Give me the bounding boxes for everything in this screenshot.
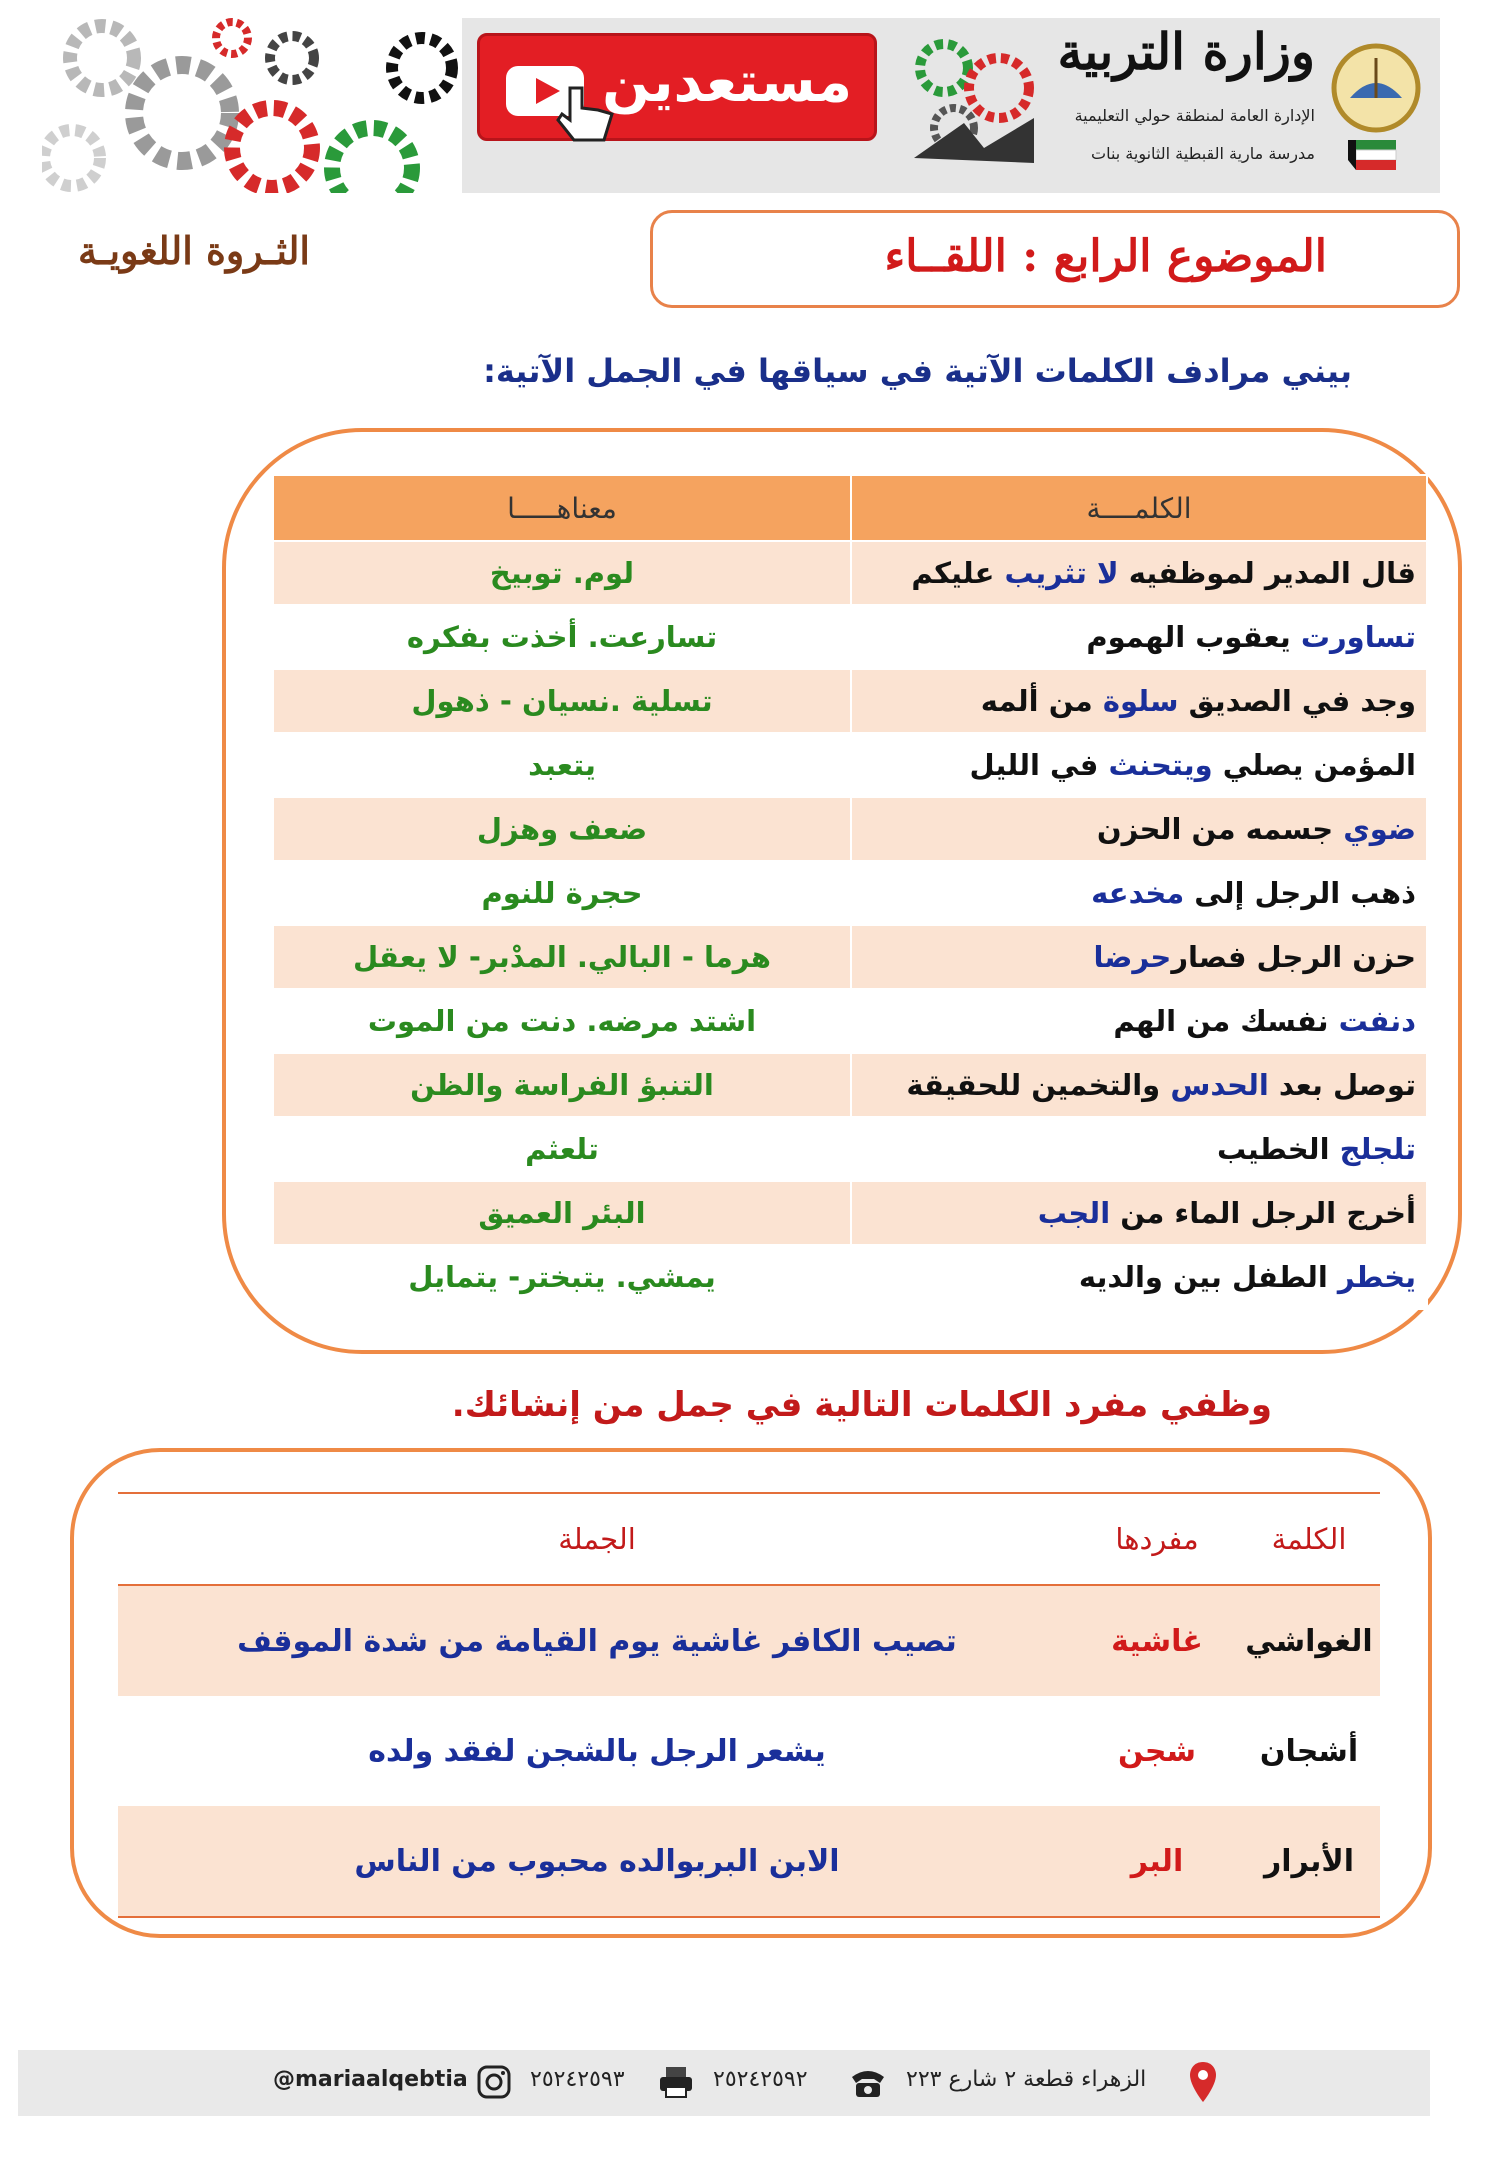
sentence-pre: حزن الرجل فصار [1171, 940, 1416, 974]
instagram-handle[interactable]: @mariaalqebtia [273, 2067, 468, 2092]
usage-table [118, 1492, 1380, 1918]
address-text: الزهراء قطعة ٢ شارع ٢٢٣ [906, 2067, 1147, 2092]
instruction-usage: وظفي مفرد الكلمات التالية في جمل من إنشائك. [451, 1385, 1272, 1425]
sentence-post: والتخمين للحقيقة [906, 1068, 1171, 1102]
sentence-post: جسمه من الحزن [1096, 812, 1344, 846]
sentence-pre: ذهب الرجل إلى [1184, 876, 1416, 910]
keyword: لا تثريب [1004, 556, 1119, 590]
keyword: ضوي [1343, 812, 1416, 846]
table-row [273, 541, 1427, 605]
sentence-cell [851, 1181, 1427, 1245]
meaning-cell: يتعبد [273, 733, 851, 797]
table-row [118, 1806, 1380, 1917]
meaning-cell: تسارعت. أخذت بفكره [273, 605, 851, 669]
ministry-title: وزارة التربية [1057, 22, 1315, 81]
table-row [273, 669, 1427, 733]
section-label: الثـروة اللغويـة [78, 228, 310, 273]
meaning-cell: اشتد مرضه. دنت من الموت [273, 989, 851, 1053]
table-header-row [273, 475, 1427, 541]
sentence-cell [851, 1053, 1427, 1117]
table-row [118, 1585, 1380, 1696]
location-pin-icon [1188, 2060, 1218, 2104]
keyword: ويتحنث [1108, 748, 1213, 782]
column-header-singular: مفردها [1076, 1493, 1238, 1585]
sentence-cell [851, 925, 1427, 989]
meaning-cell: تلعثم [273, 1117, 851, 1181]
sentence-post: الطفل بين والديه [1078, 1260, 1338, 1294]
meaning-cell: تسلية .نسيان - ذهول [273, 669, 851, 733]
table-row [118, 1696, 1380, 1806]
table-row [273, 1245, 1427, 1309]
phone-icon [848, 2065, 888, 2099]
sentence-cell: يشعر الرجل بالشجن لفقد ولده [368, 1733, 826, 1769]
sentence-post: يعقوب الهموم [1086, 620, 1301, 654]
header-banner [42, 18, 1440, 193]
admin-line: الإدارة العامة لمنطقة حولي التعليمية [1074, 106, 1315, 125]
table-row [273, 1053, 1427, 1117]
column-header-word: الكلمــــة [851, 475, 1427, 541]
plural-word-cell: الأبرار [1238, 1806, 1380, 1917]
meaning-cell: ضعف وهزل [273, 797, 851, 861]
meaning-cell: لوم. توبيخ [273, 541, 851, 605]
plural-word-cell: أشجان [1259, 1733, 1359, 1769]
fax-icon [658, 2065, 694, 2099]
singular-cell: غاشية [1076, 1585, 1238, 1696]
synonyms-table [272, 474, 1428, 1310]
sentence-cell [851, 1117, 1427, 1181]
meaning-cell: البئر العميق [273, 1181, 851, 1245]
kuwait-emblem-icon [1330, 28, 1422, 178]
column-header-word: الكلمة [1238, 1493, 1380, 1585]
keyword: حرضا [1093, 940, 1172, 974]
sentence-pre: وجد في الصديق [1178, 684, 1416, 718]
sentence-cell: الابن البربوالده محبوب من الناس [118, 1806, 1076, 1917]
sentence-pre: المؤمن يصلي [1212, 748, 1416, 782]
keyword: الحدس [1170, 1068, 1269, 1102]
school-logo-icon [904, 28, 1044, 178]
sentence-pre: قال المدير لموظفيه [1118, 556, 1416, 590]
keyword: يخطر [1337, 1260, 1416, 1294]
topic-box [650, 210, 1460, 308]
sentence-cell [851, 1245, 1427, 1309]
meaning-cell: هرما - البالي. المدْبر- لا يعقل [273, 925, 851, 989]
singular-cell: البر [1076, 1806, 1238, 1917]
instruction-synonyms: بيني مرادف الكلمات الآتية في سياقها في الجمل الآتية: [483, 352, 1352, 390]
school-line: مدرسة مارية القبطية الثانوية بنات [1091, 144, 1315, 163]
sentence-pre: توصل بعد [1268, 1068, 1416, 1102]
column-header-meaning: معناهـــــا [273, 475, 851, 541]
table-header-row [118, 1493, 1380, 1585]
table-row [273, 1181, 1427, 1245]
keyword: مخدعه [1091, 876, 1185, 910]
table-row [273, 797, 1427, 861]
sentence-cell [851, 989, 1427, 1053]
table-row [273, 861, 1427, 925]
meaning-cell: يمشي. يتبختر- يتمايل [273, 1245, 851, 1309]
column-header-sentence: الجملة [118, 1493, 1076, 1585]
gears-decoration-icon [42, 18, 462, 193]
keyword: الجب [1037, 1196, 1111, 1230]
sentence-post: في الليل [969, 748, 1109, 782]
meaning-cell: حجرة للنوم [273, 861, 851, 925]
instagram-icon [476, 2064, 512, 2100]
keyword: سلوة [1102, 684, 1179, 718]
youtube-channel-button[interactable] [477, 33, 877, 141]
table-row [273, 605, 1427, 669]
table-row [273, 925, 1427, 989]
keyword: دنفت [1338, 1004, 1416, 1038]
sentence-cell [851, 861, 1427, 925]
sentence-cell [851, 797, 1427, 861]
footer-bar [18, 2050, 1430, 2116]
sentence-post: من ألمه [980, 684, 1103, 718]
sentence-post: الخطيب [1217, 1132, 1340, 1166]
meaning-cell: التنبؤ الفراسة والظن [273, 1053, 851, 1117]
sentence-cell [851, 541, 1427, 605]
sentence-cell [851, 605, 1427, 669]
sentence-cell [851, 669, 1427, 733]
topic-title: الموضوع الرابع : اللقــاء [884, 231, 1327, 282]
keyword: تساورت [1300, 620, 1416, 654]
table-row [273, 989, 1427, 1053]
sentence-cell [851, 733, 1427, 797]
phone-number: ٢٥٢٤٢٥٩٢ [713, 2067, 808, 2092]
table-row [273, 1117, 1427, 1181]
sentence-cell: تصيب الكافر غاشية يوم القيامة من شدة الموقف [118, 1585, 1076, 1696]
sentence-pre: أخرج الرجل الماء من [1110, 1196, 1416, 1230]
sentence-post: نفسك من الهم [1113, 1004, 1339, 1038]
plural-word-cell: الغواشي [1238, 1585, 1380, 1696]
fax-number: ٢٥٢٤٢٥٩٣ [530, 2067, 625, 2092]
sentence-post: عليكم [911, 556, 1005, 590]
keyword: تلجلج [1339, 1132, 1416, 1166]
table-row [273, 733, 1427, 797]
channel-button-label: مستعدين [602, 50, 852, 115]
singular-cell: شجن [1117, 1733, 1197, 1769]
